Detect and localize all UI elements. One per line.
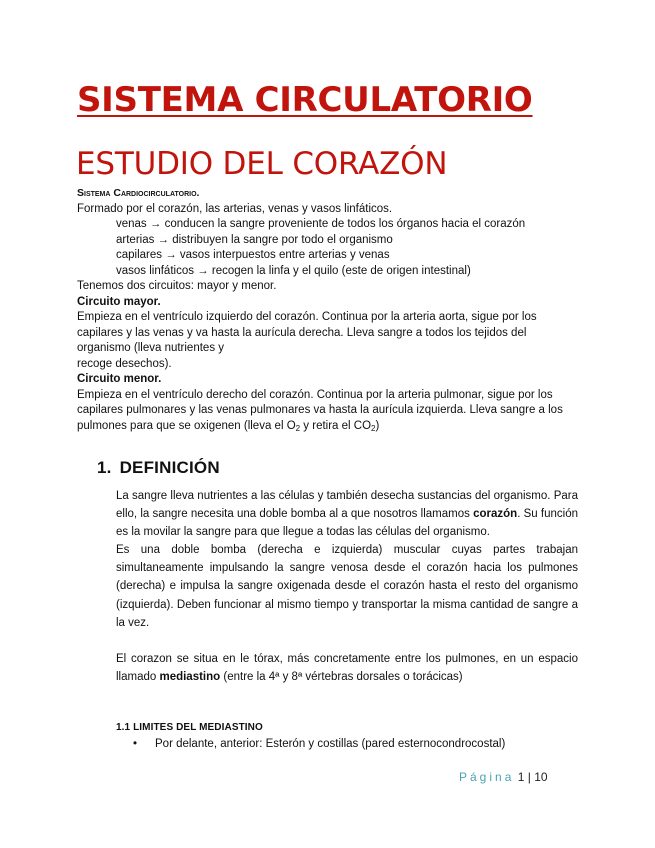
- list-item-text: Por delante, anterior: Esterón y costillas (pared esternocondrocostal): [155, 738, 506, 750]
- document-title: SISTEMA CIRCULATORIO: [77, 80, 533, 120]
- list-item: vasos linfáticos → recogen la linfa y el quilo (este de origen intestinal): [116, 264, 471, 277]
- bullet-icon: •: [133, 738, 138, 750]
- major-circuit-text: recoge desechos).: [77, 357, 172, 370]
- intro-block: [77, 186, 577, 436]
- page-separator: |: [527, 770, 531, 784]
- bold-term: mediastino: [159, 670, 221, 683]
- page-number: 1: [517, 770, 525, 784]
- section-title: DEFINICIÓN: [119, 458, 220, 477]
- intro-line: Formado por el corazón, las arterias, venas y vasos linfáticos.: [77, 202, 393, 215]
- minor-circuit-heading: Circuito menor.: [77, 373, 162, 385]
- intro-heading: Sistema Cardiocirculatorio.: [77, 187, 200, 199]
- section-body: [116, 487, 578, 686]
- document-subtitle: ESTUDIO DEL CORAZÓN: [76, 146, 448, 182]
- major-circuit-text: organismo (lleva nutrientes y: [77, 342, 225, 354]
- paragraph: Es una doble bomba (derecha e izquierda) muscular cuyas partes trabajan simultaneamente impulsando la sangre venosa desde el corazón hacia los pulmones (derecha) e impulsa la sangre oxigenada desde el corazón hasta el resto del organismo (izquierda). Deben funcionar al mismo tiempo y transportar la misma cantidad de sangre a la vez.: [116, 544, 578, 629]
- major-circuit-heading: Circuito mayor.: [77, 295, 161, 308]
- minor-text-part: ): [375, 419, 380, 432]
- paragraph: [116, 487, 578, 541]
- circuits-line: Tenemos dos circuitos: mayor y menor.: [77, 280, 277, 292]
- page-total: 10: [534, 770, 548, 784]
- spacer: [116, 632, 578, 650]
- minor-text-part: pulmones para que se oxigenen (lleva el O: [77, 419, 296, 432]
- minor-circuit-text: Empieza en el ventrículo derecho del corazón. Continua por la arteria pulmonar, sigue por los: [77, 388, 553, 401]
- major-circuit-text: capilares y las venas y va hasta la aurícula derecha. Lleva sangre a todos los tejidos del: [77, 326, 527, 339]
- bold-term: corazón: [473, 508, 518, 521]
- paragraph: [116, 650, 578, 686]
- subsection-heading: 1.1 LIMITES DEL MEDIASTINO: [116, 722, 263, 733]
- subscript: 2: [295, 423, 301, 433]
- page-label: Página: [459, 770, 515, 784]
- paragraph-text: El corazon se situa en le tórax, más concretamente entre los pulmones, en un espacio llamado: [116, 652, 578, 683]
- paragraph-text: (entre la 4ª y 8ª vértebras dorsales o torácicas): [220, 670, 463, 683]
- list-item: arterias → distribuyen la sangre por todo el organismo: [116, 233, 393, 246]
- subscript: 2: [371, 423, 376, 433]
- list-item: capilares → vasos interpuestos entre arterias y venas: [116, 249, 390, 261]
- page-footer: [459, 770, 548, 784]
- major-circuit-text: Empieza en el ventrículo izquierdo del corazón. Continua por la arteria aorta, sigue por los: [77, 311, 537, 323]
- list-item: venas → conducen la sangre proveniente de todos los órganos hacia el corazón: [116, 218, 526, 230]
- section-heading: [97, 458, 220, 478]
- paragraph-text: . Su función es la movilar la sangre para que llegue a todas las células del organismo.: [116, 508, 578, 539]
- minor-circuit-text: capilares pulmonares y las venas pulmonares va hasta la aurícula izquierda. Lleva sangre a los: [77, 404, 563, 416]
- list-item: [133, 738, 505, 750]
- minor-circuit-text: [77, 419, 577, 437]
- paragraph-text: La sangre lleva nutrientes a las células y también desecha sustancias del organismo. Para ello, la sangre necesita una doble bomba al a que nosotros llamamos: [116, 490, 578, 521]
- section-number: 1.: [97, 458, 112, 477]
- minor-text-part: y retira el CO: [300, 419, 372, 432]
